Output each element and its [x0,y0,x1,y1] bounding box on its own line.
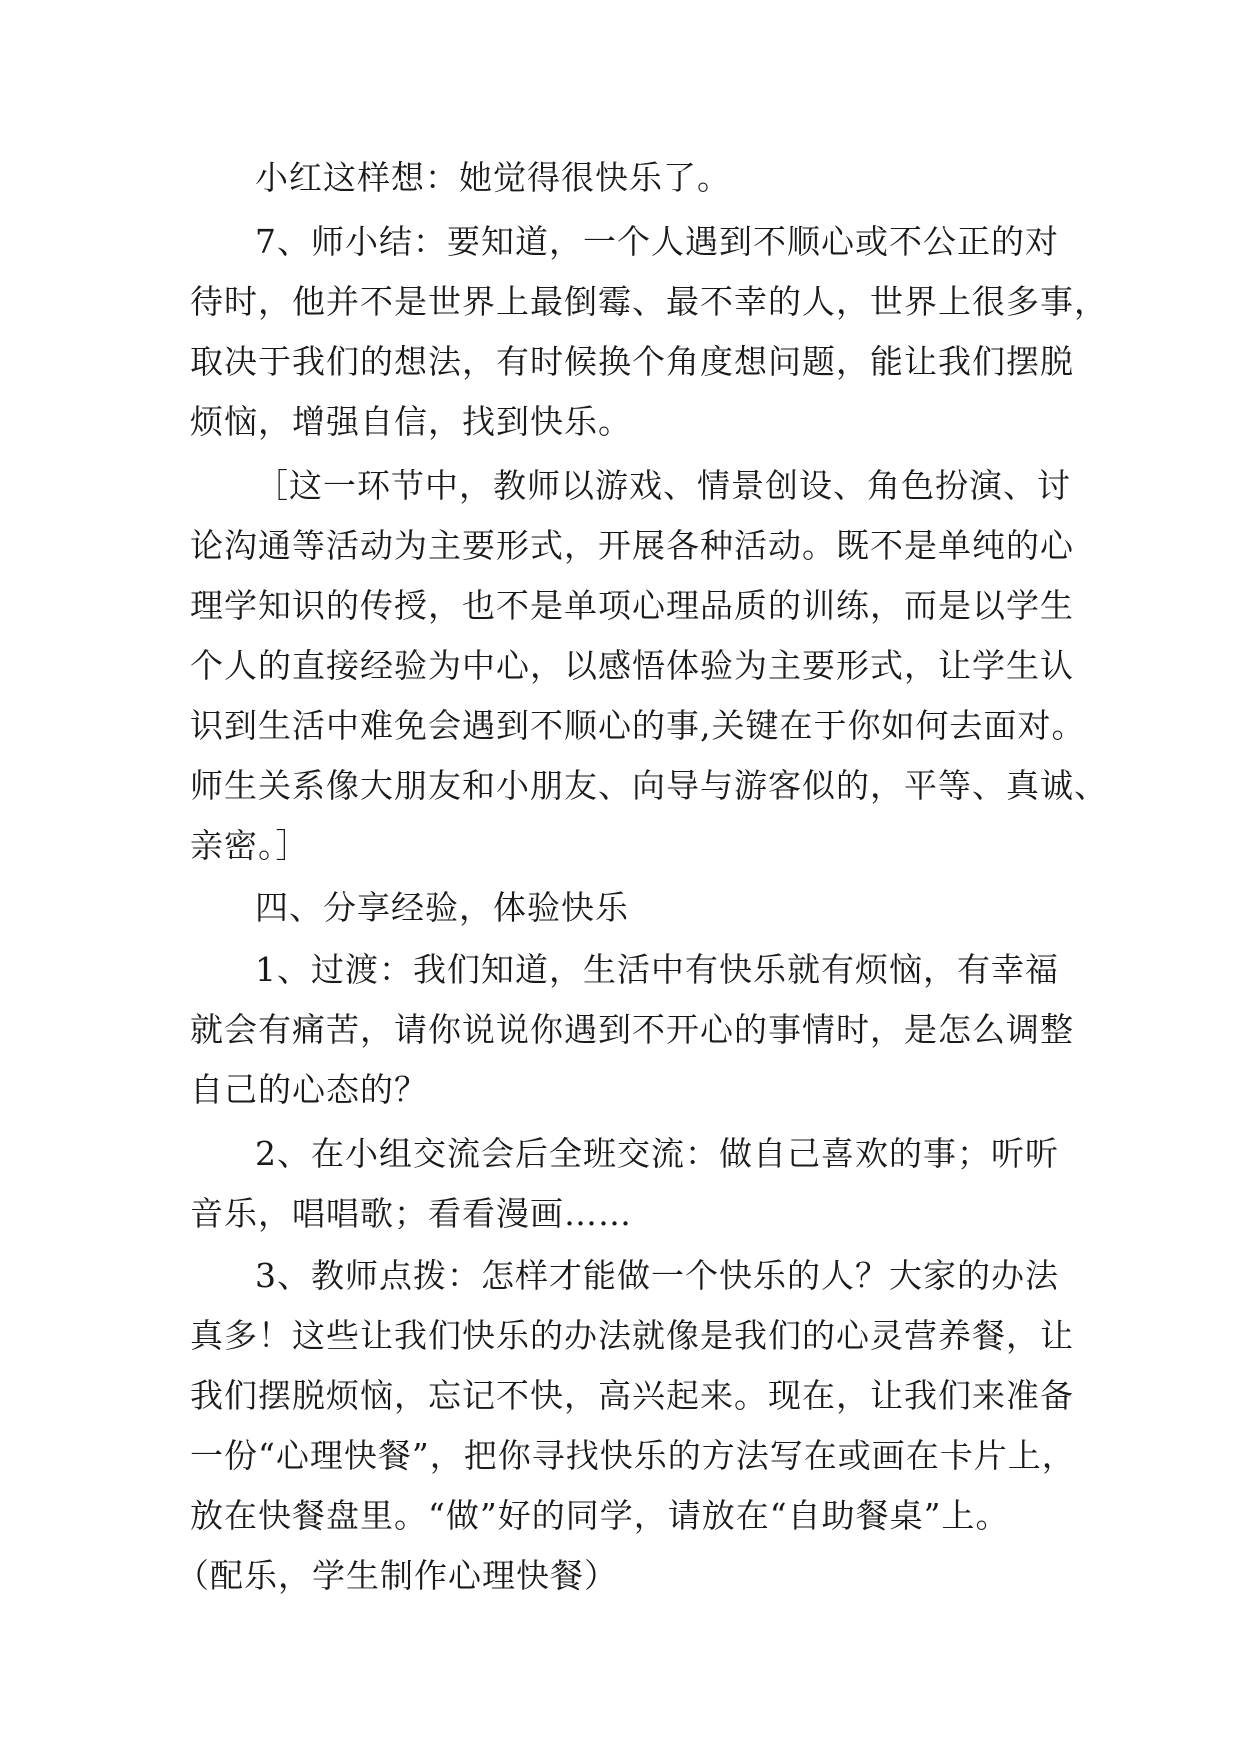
text-line: 识到生活中难免会遇到不顺心的事,关键在于你如何去面对。 [190,706,1086,745]
text-line: 放在快餐盘里。“做”好的同学，请放在“自助餐桌”上。 [190,1496,1010,1535]
text-line: 音乐，唱唱歌；看看漫画…… [190,1194,632,1233]
text-line: 我们摆脱烦恼，忘记不快，高兴起来。现在，让我们来准备 [190,1376,1074,1415]
text-line: 一份“心理快餐”，把你寻找快乐的方法写在或画在卡片上， [190,1436,1076,1475]
text-line: 个人的直接经验为中心，以感悟体验为主要形式，让学生认 [190,646,1074,685]
text-line: 自己的心态的？ [190,1070,428,1109]
text-line: 2、在小组交流会后全班交流：做自己喜欢的事；听听 [255,1134,1059,1173]
text-line: 小红这样想：她觉得很快乐了。 [255,158,731,197]
text-line: 论沟通等活动为主要形式，开展各种活动。既不是单纯的心 [190,526,1074,565]
text-line: ［这一环节中，教师以游戏、情景创设、角色扮演、讨 [255,466,1071,505]
text-line: 取决于我们的想法，有时候换个角度想问题，能让我们摆脱 [190,342,1074,381]
text-line: 师生关系像大朋友和小朋友、向导与游客似的，平等、真诚、 [190,766,1108,805]
text-line: 亲密。］ [190,826,310,865]
text-line: 待时，他并不是世界上最倒霉、最不幸的人，世界上很多事， [190,282,1108,321]
text-line: 真多！这些让我们快乐的办法就像是我们的心灵营养餐，让 [190,1316,1074,1355]
section-heading: 四、分享经验，体验快乐 [255,888,629,927]
text-line: 1、过渡：我们知道，生活中有快乐就有烦恼，有幸福 [255,950,1059,989]
text-line: 就会有痛苦，请你说说你遇到不开心的事情时，是怎么调整 [190,1010,1074,1049]
text-line: 3、教师点拨：怎样才能做一个快乐的人？大家的办法 [255,1256,1059,1295]
text-line: （配乐，学生制作心理快餐） [176,1556,618,1595]
text-line: 理学知识的传授，也不是单项心理品质的训练，而是以学生 [190,586,1074,625]
text-line: 7、师小结：要知道，一个人遇到不顺心或不公正的对 [255,222,1059,261]
text-line: 烦恼，增强自信，找到快乐。 [190,402,632,441]
